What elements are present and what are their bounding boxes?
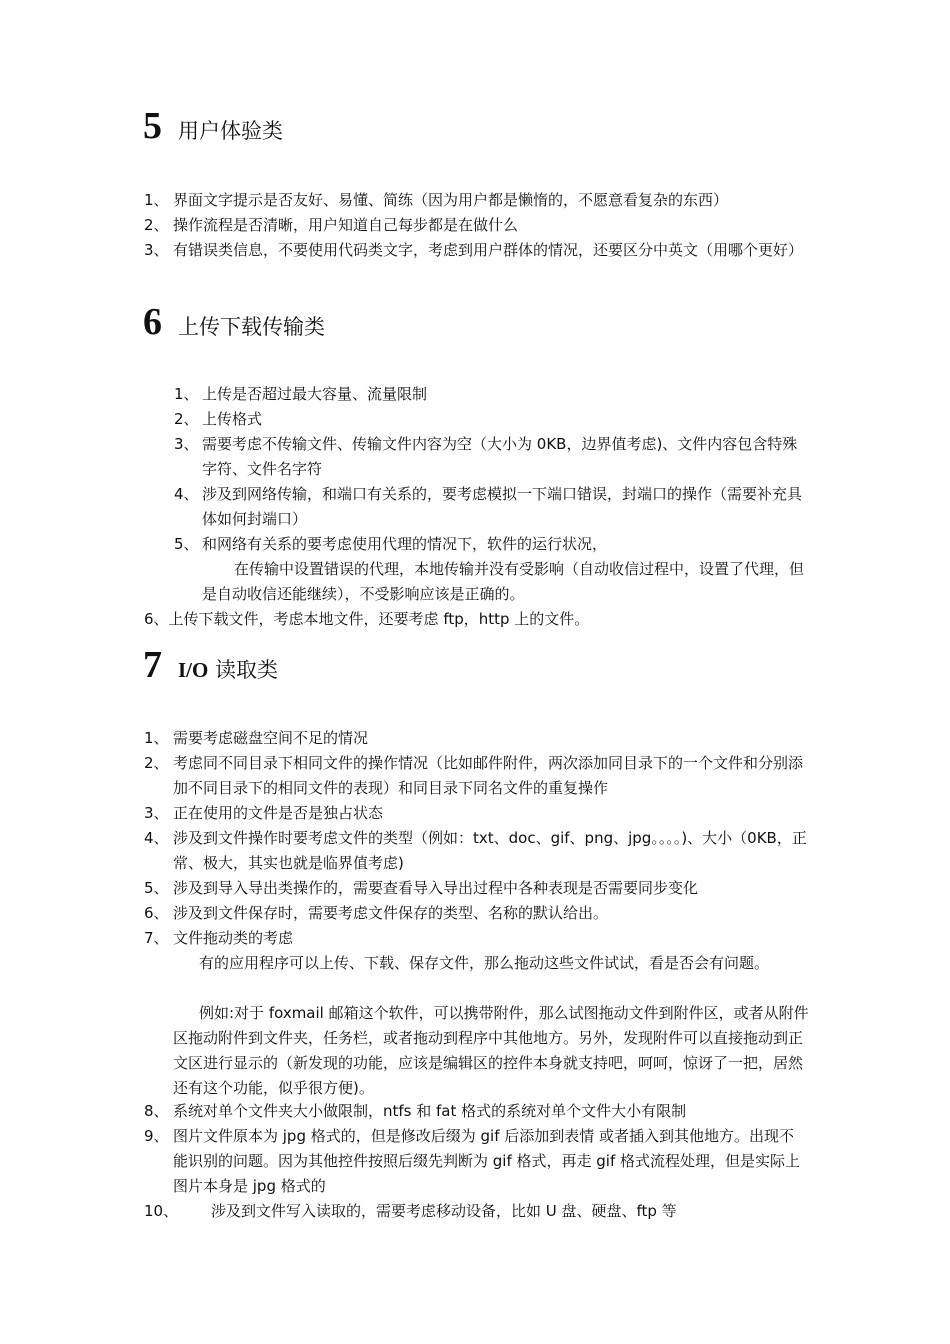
list-marker: 4、 [144, 829, 169, 847]
list-marker: 1、 [144, 191, 169, 209]
list-marker: 5、 [144, 879, 169, 897]
section-number: 7 [143, 644, 162, 686]
indented-note [202, 557, 809, 607]
list-item-text: 正在使用的文件是否是独占状态 [173, 804, 384, 822]
list-item-text: 6、上传下载文件，考虑本地文件，还要考虑 ftp，http 上的文件。 [144, 610, 590, 628]
list-marker: 5、 [174, 535, 199, 553]
list-item [174, 432, 809, 482]
list-marker: 3、 [144, 241, 169, 259]
list-marker: 2、 [174, 410, 199, 428]
list-marker: 8、 [144, 1102, 169, 1120]
section-title: 上传下载传输类 [178, 315, 325, 339]
list-item [144, 1124, 809, 1199]
list-marker: 3、 [144, 804, 169, 822]
list-item [144, 876, 809, 901]
list-item [144, 1199, 809, 1224]
list-marker: 3、 [174, 435, 199, 453]
section-title [178, 654, 278, 684]
paragraph-text: 有的应用程序可以上传、下载、保存文件，那么拖动这些文件试试，看是否会有问题。 [199, 954, 770, 972]
list-item [174, 382, 809, 407]
paragraph-text: 例如:对于 foxmail 邮箱这个软件，可以携带附件，那么试图拖动文件到附件区，或者从附件区拖动附件到文件夹，任务栏，或者拖动到程序中其他地方。另外，发现附件可以直接拖动到正文区进行显示的（新发现的功能，应该是编辑区的控件本身就支持吧，呵呵，惊讶了一把，居然还有这个功能，似乎很方便)。 [173, 1004, 809, 1097]
list-item-text: 有错误类信息，不要使用代码类文字，考虑到用户群体的情况，还要区分中英文（用哪个更好） [173, 241, 804, 259]
section-title-rest: 读取类 [208, 658, 279, 682]
paragraph [173, 951, 809, 976]
list-item-text: 文件拖动类的考虑 [173, 929, 294, 947]
list-item [144, 1099, 809, 1124]
list-item-text: 界面文字提示是否友好、易懂、简练（因为用户都是懒惰的，不愿意看复杂的东西） [173, 191, 729, 209]
list-item [144, 238, 809, 263]
list-item-text: 考虑同不同目录下相同文件的操作情况（比如邮件附件，两次添加同目录下的一个文件和分别添加不同目录下的相同文件的表现）和同目录下同名文件的重复操作 [173, 754, 804, 797]
list-item [174, 407, 809, 432]
section-title-bold: I/O [178, 658, 209, 682]
list-item-text: 涉及到文件写入读取的，需要考虑移动设备，比如 U 盘、硬盘、ftp 等 [211, 1202, 677, 1220]
list-marker: 1、 [144, 729, 169, 747]
section-title: 用户体验类 [178, 119, 283, 143]
list-marker: 2、 [144, 754, 169, 772]
list-item [144, 751, 809, 801]
list-item [144, 801, 809, 826]
list-item-text: 上传是否超过最大容量、流量限制 [202, 385, 428, 403]
list-item [144, 188, 809, 213]
list-item [144, 901, 809, 926]
list-marker: 7、 [144, 929, 169, 947]
paragraph [173, 1001, 809, 1101]
list-item-text: 涉及到文件保存时，需要考虑文件保存的类型、名称的默认给出。 [173, 904, 609, 922]
list-item-text: 涉及到导入导出类操作的，需要查看导入导出过程中各种表现是否需要同步变化 [173, 879, 699, 897]
list-item [144, 726, 809, 751]
list-item [144, 826, 809, 876]
list-marker: 9、 [144, 1127, 169, 1145]
list-item [144, 213, 809, 238]
list-marker: 4、 [174, 485, 199, 503]
list-item-text: 系统对单个文件夹大小做限制，ntfs 和 fat 格式的系统对单个文件大小有限制 [173, 1102, 687, 1120]
section-heading-6 [143, 300, 325, 344]
list-item-text: 涉及到网络传输，和端口有关系的，要考虑模拟一下端口错误，封端口的操作（需要补充具体如何封端口） [202, 485, 803, 528]
section-number: 6 [143, 301, 162, 343]
list-item-text: 上传格式 [202, 410, 263, 428]
list-marker: 10、 [144, 1202, 179, 1220]
list-item-text: 涉及到文件操作时要考虑文件的类型（例如：txt、doc、gif、png、jpg。。。。)、大小（0KB，正常、极大，其实也就是临界值考虑) [173, 829, 807, 872]
list-marker: 1、 [174, 385, 199, 403]
list-marker: 2、 [144, 216, 169, 234]
list-item-text: 和网络有关系的要考虑使用代理的情况下，软件的运行状况， [202, 535, 608, 553]
note-text: 在传输中设置错误的代理，本地传输并没有受影响（自动收信过程中，设置了代理，但是自动收信还能继续），不受影响应该是正确的。 [202, 560, 805, 603]
list-item [144, 926, 809, 951]
list-item-text: 需要考虑磁盘空间不足的情况 [173, 729, 369, 747]
section-heading-5 [143, 104, 283, 148]
list-marker: 6、 [144, 904, 169, 922]
list-item-text: 需要考虑不传输文件、传输文件内容为空（大小为 0KB，边界值考虑)、文件内容包含特殊字符、文件名字符 [202, 435, 798, 478]
section-heading-7 [143, 643, 278, 687]
list-item-text: 操作流程是否清晰，用户知道自己每步都是在做什么 [173, 216, 519, 234]
list-item-6 [144, 607, 809, 632]
section-number: 5 [143, 105, 162, 147]
list-item [174, 482, 809, 532]
list-item-text: 图片文件原本为 jpg 格式的，但是修改后缀为 gif 后添加到表情 或者插入到其他地方。出现不能识别的问题。因为其他控件按照后缀先判断为 gif 格式，再走 gif 格式流程处理，但是实际上图片本身是 jpg 格式的 [173, 1127, 801, 1195]
list-item [174, 532, 809, 557]
